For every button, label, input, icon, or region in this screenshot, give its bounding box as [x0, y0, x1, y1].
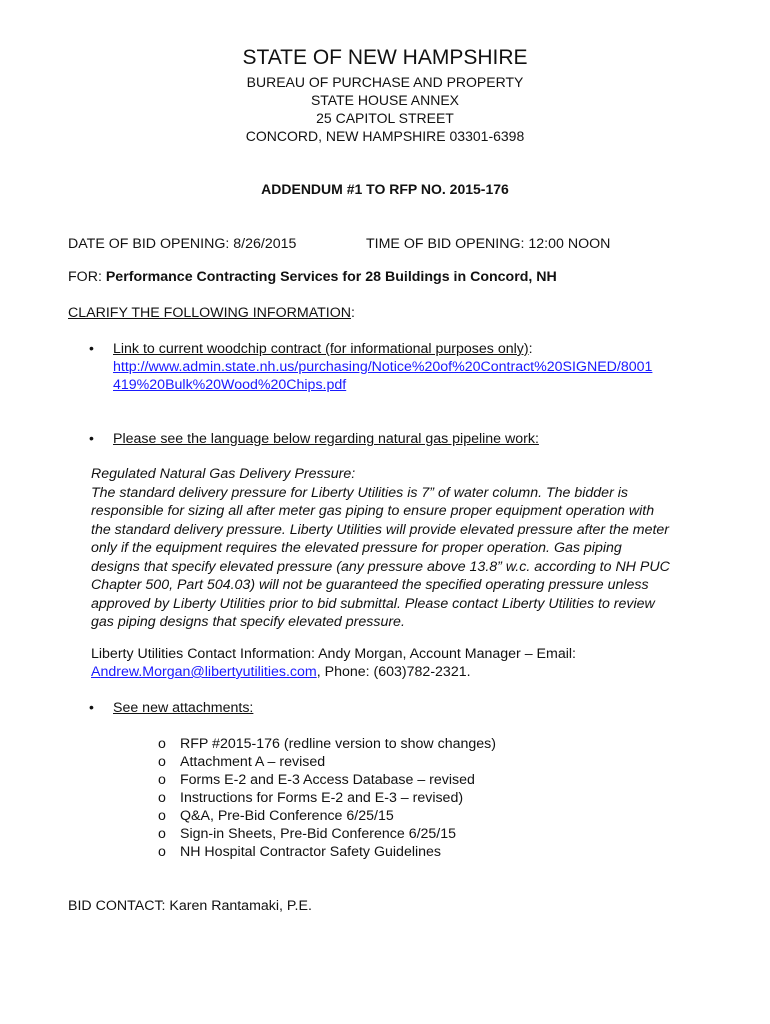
document-title: STATE OF NEW HAMPSHIRE: [242, 46, 528, 69]
bullet-icon: •: [89, 430, 94, 446]
list-item: [158, 771, 496, 789]
gas-notice-line: gas piping designs that specify elevated pressure.: [91, 614, 405, 630]
gas-notice-line: only if the equipment requires the elevated pressure for proper operation. Gas piping: [91, 540, 622, 556]
list-item: [158, 753, 496, 771]
bid-opening-date: DATE OF BID OPENING: 8/26/2015: [68, 236, 297, 252]
for-prefix: FOR:: [68, 269, 106, 285]
attachments-list: [158, 735, 496, 861]
list-item: [158, 825, 496, 843]
clarify-heading-text: CLARIFY THE FOLLOWING INFORMATION: [68, 305, 351, 321]
woodchip-contract-link[interactable]: http://www.admin.state.nh.us/purchasing/Notice%20of%20Contract%20SIGNED/8001: [113, 359, 653, 375]
header-bureau: BUREAU OF PURCHASE AND PROPERTY: [246, 74, 524, 90]
gas-notice-line: designs that specify elevated pressure (any pressure above 13.8” w.c. according to NH PUC: [91, 558, 670, 575]
attachment-label: Instructions for Forms E-2 and E-3 – revised): [180, 790, 464, 806]
header-annex: STATE HOUSE ANNEX: [310, 92, 460, 108]
list-item: [158, 807, 496, 825]
circle-bullet-icon: o: [158, 844, 166, 860]
project-title: Performance Contracting Services for 28 Buildings in Concord, NH: [105, 269, 557, 285]
bullet-icon: •: [89, 699, 94, 715]
attachment-label: NH Hospital Contractor Safety Guidelines: [180, 844, 442, 860]
circle-bullet-icon: o: [158, 736, 166, 752]
woodchip-item: [113, 340, 533, 358]
gas-notice-line: approved by Liberty Utilities prior to bid submittal. Please contact Liberty Utilities to review: [91, 595, 655, 612]
woodchip-item-colon: :: [528, 341, 533, 357]
attachment-label: RFP #2015-176 (redline version to show changes): [180, 736, 496, 752]
circle-bullet-icon: o: [158, 790, 166, 806]
gas-notice-line: the standard delivery pressure. Liberty Utilities will provide elevated pressure after the meter: [91, 521, 670, 538]
list-item: [158, 735, 496, 753]
circle-bullet-icon: o: [158, 826, 166, 842]
liberty-contact-line: Liberty Utilities Contact Information: Andy Morgan, Account Manager – Email:: [91, 646, 576, 662]
bullet-icon: •: [89, 340, 94, 356]
list-item: [158, 843, 496, 861]
header-street: 25 CAPITOL STREET: [316, 110, 454, 126]
clarify-colon: :: [351, 305, 355, 321]
contact-phone: , Phone: (603)782-2321.: [316, 664, 471, 680]
list-item: [158, 789, 496, 807]
bid-opening-time: TIME OF BID OPENING: 12:00 NOON: [366, 236, 611, 252]
for-line: [68, 268, 557, 286]
clarify-heading: [68, 304, 355, 322]
gas-notice-line: Regulated Natural Gas Delivery Pressure:: [91, 466, 356, 482]
attachment-label: Forms E-2 and E-3 Access Database – revised: [180, 772, 475, 788]
attachment-label: Sign-in Sheets, Pre-Bid Conference 6/25/15: [180, 826, 457, 842]
contact-email-link[interactable]: Andrew.Morgan@libertyutilities.com: [91, 664, 317, 680]
attachments-item: See new attachments:: [113, 700, 254, 716]
bid-contact: BID CONTACT: Karen Rantamaki, P.E.: [68, 898, 312, 914]
gas-notice-line: Chapter 500, Part 504.03) will not be guaranteed the specified operating pressure unless: [91, 577, 649, 593]
liberty-contact-email-line: [91, 663, 471, 681]
gas-pipeline-item: Please see the language below regarding natural gas pipeline work:: [113, 431, 539, 447]
circle-bullet-icon: o: [158, 772, 166, 788]
circle-bullet-icon: o: [158, 754, 166, 770]
header-city: CONCORD, NEW HAMPSHIRE 03301-6398: [245, 128, 525, 144]
attachment-label: Attachment A – revised: [180, 754, 326, 770]
woodchip-item-text: Link to current woodchip contract (for informational purposes only): [113, 341, 529, 357]
gas-notice-line: responsible for sizing all after meter gas piping to ensure proper equipment operation with: [91, 503, 655, 519]
woodchip-contract-link-cont[interactable]: 419%20Bulk%20Wood%20Chips.pdf: [113, 377, 347, 393]
attachment-label: Q&A, Pre-Bid Conference 6/25/15: [180, 808, 394, 824]
gas-notice-line: The standard delivery pressure for Liberty Utilities is 7” of water column. The bidder is: [91, 484, 628, 501]
circle-bullet-icon: o: [158, 808, 166, 824]
gas-pressure-notice: [91, 465, 711, 632]
addendum-title: ADDENDUM #1 TO RFP NO. 2015-176: [261, 181, 509, 197]
